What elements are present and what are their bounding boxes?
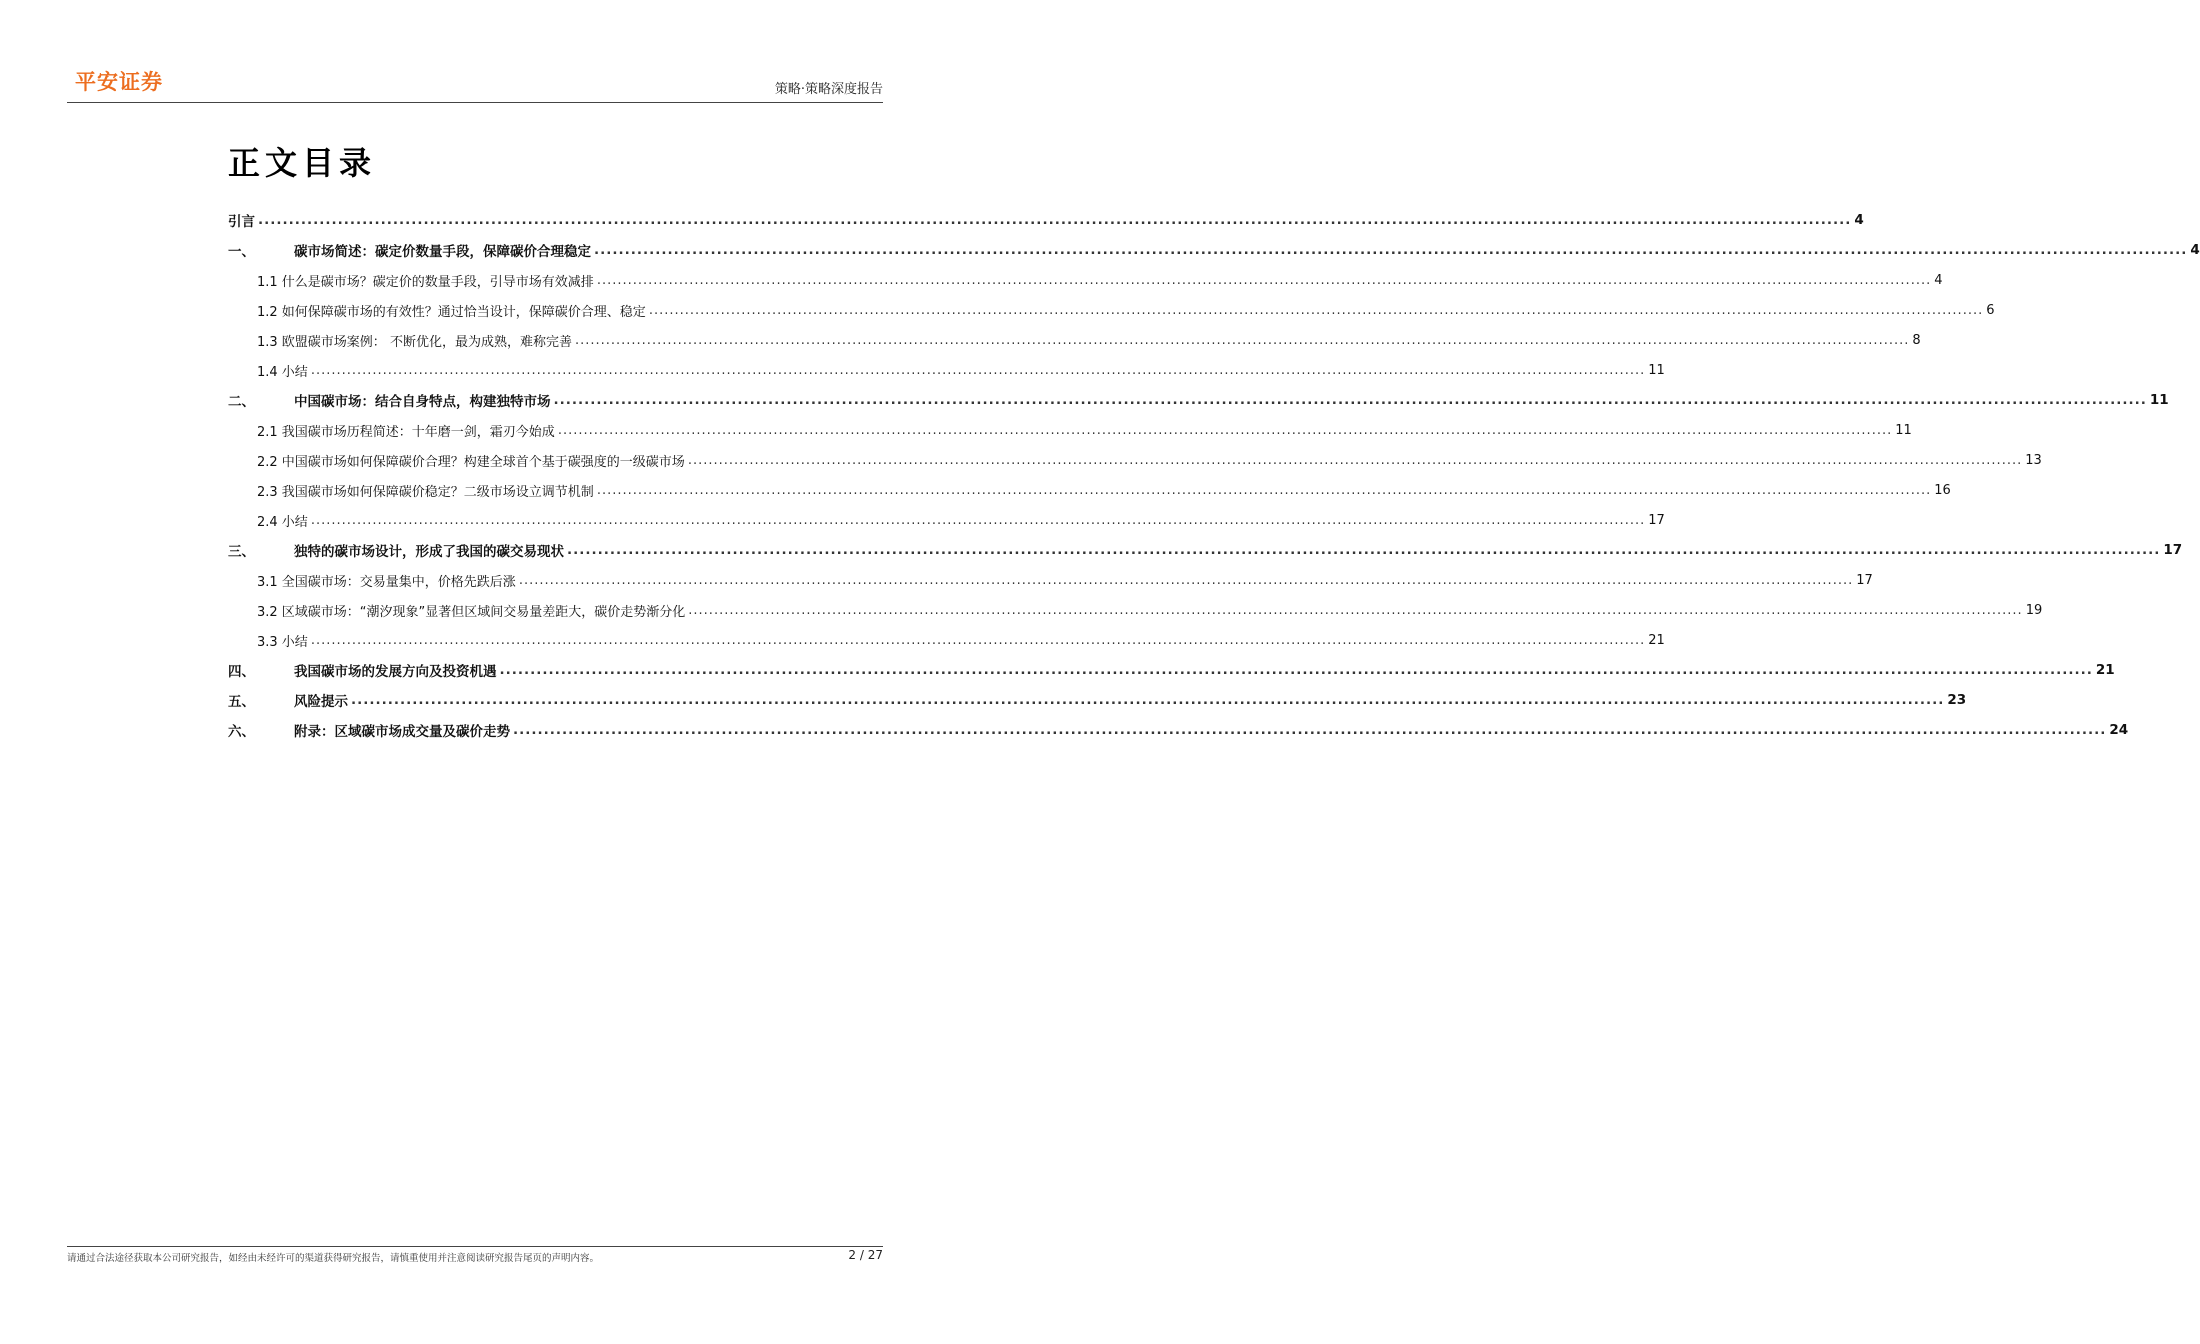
toc-entry[interactable] bbox=[228, 505, 1665, 535]
toc-dot-leader: .................................................................................................................................................................................................................................................................... bbox=[351, 692, 1945, 708]
toc-entry-page: 17 bbox=[1856, 572, 1873, 588]
toc-entry-title: 1.1 什么是碳市场？碳定价的数量手段，引导市场有效减排 bbox=[257, 274, 594, 290]
toc-entry-title: 1.3 欧盟碳市场案例： 不断优化，最为成熟，难称完善 bbox=[257, 334, 572, 350]
toc-entry[interactable] bbox=[228, 625, 1665, 655]
toc-entry-page: 21 bbox=[2095, 662, 2115, 678]
toc-entry-title: 引言 bbox=[228, 214, 255, 230]
toc-entry-title: 独特的碳市场设计，形成了我国的碳交易现状 bbox=[294, 544, 564, 560]
toc-entry-number: 六、 bbox=[228, 724, 255, 740]
toc-entry-page: 4 bbox=[2190, 242, 2200, 258]
toc-entry[interactable] bbox=[228, 205, 1864, 235]
toc-entry-number: 五、 bbox=[228, 694, 255, 710]
toc-dot-leader: .................................................................................................................................................................................................................................................................... bbox=[688, 602, 2023, 618]
toc-dot-leader: .................................................................................................................................................................................................................................................................... bbox=[513, 722, 2107, 738]
toc-entry[interactable] bbox=[228, 715, 2129, 745]
toc-entry[interactable] bbox=[228, 355, 1665, 385]
toc-entry-page: 4 bbox=[1854, 212, 1864, 228]
toc-dot-leader: .................................................................................................................................................................................................................................................................... bbox=[557, 422, 1893, 438]
toc-entry-title: 我国碳市场的发展方向及投资机遇 bbox=[294, 664, 497, 680]
toc-entry-title: 1.2 如何保障碳市场的有效性？通过恰当设计，保障碳价合理、稳定 bbox=[257, 304, 646, 320]
toc-dot-leader: .................................................................................................................................................................................................................................................................... bbox=[567, 542, 2161, 558]
toc-entry-page: 11 bbox=[2149, 392, 2169, 408]
toc-entry[interactable] bbox=[228, 655, 2115, 685]
toc-entry-title: 1.4 小结 bbox=[257, 364, 308, 380]
toc-entry-title: 2.2 中国碳市场如何保障碳价合理？构建全球首个基于碳强度的一级碳市场 bbox=[257, 454, 685, 470]
toc-dot-leader: .................................................................................................................................................................................................................................................................... bbox=[596, 482, 1932, 498]
toc-entry[interactable] bbox=[228, 475, 1951, 505]
toc-title: 正文目录 bbox=[228, 144, 377, 182]
toc-entry[interactable] bbox=[228, 295, 1995, 325]
toc-entry-page: 4 bbox=[1934, 272, 1943, 288]
toc-dot-leader: .................................................................................................................................................................................................................................................................... bbox=[553, 392, 2147, 408]
toc-dot-leader: .................................................................................................................................................................................................................................................................... bbox=[310, 632, 1646, 648]
footer-disclaimer: 请通过合法途径获取本公司研究报告，如经由未经许可的渠道获得研究报告，请慎重使用并注意阅读研究报告尾页的声明内容。 bbox=[67, 1253, 600, 1264]
toc-entry[interactable] bbox=[228, 385, 2169, 415]
toc-dot-leader: .................................................................................................................................................................................................................................................................... bbox=[687, 452, 2023, 468]
toc-entry-title: 风险提示 bbox=[294, 694, 348, 710]
toc-dot-leader: .................................................................................................................................................................................................................................................................... bbox=[310, 362, 1646, 378]
toc-entry-title: 3.2 区域碳市场：“潮汐现象”显著但区域间交易量差距大，碳价走势渐分化 bbox=[257, 604, 686, 620]
toc-entry-page: 6 bbox=[1986, 302, 1995, 318]
toc-entry-page: 19 bbox=[2025, 602, 2043, 618]
toc-dot-leader: .................................................................................................................................................................................................................................................................... bbox=[258, 212, 1852, 228]
toc-entry-number: 二、 bbox=[228, 394, 255, 410]
toc-entry[interactable] bbox=[228, 235, 2200, 265]
toc-entry-title: 3.1 全国碳市场：交易量集中，价格先跌后涨 bbox=[257, 574, 516, 590]
page-number: 2 / 27 bbox=[848, 1248, 883, 1262]
toc-dot-leader: .................................................................................................................................................................................................................................................................... bbox=[499, 662, 2093, 678]
header-divider bbox=[67, 102, 883, 103]
toc-dot-leader: .................................................................................................................................................................................................................................................................... bbox=[574, 332, 1910, 348]
toc-entry[interactable] bbox=[228, 265, 1943, 295]
company-logo: 平安证券 bbox=[75, 70, 163, 94]
footer-divider bbox=[67, 1246, 883, 1247]
toc-entry-title: 中国碳市场：结合自身特点，构建独特市场 bbox=[294, 394, 551, 410]
toc-entry-title: 2.4 小结 bbox=[257, 514, 308, 530]
toc-entry-page: 16 bbox=[1934, 482, 1951, 498]
toc-entry[interactable] bbox=[228, 535, 2183, 565]
toc-entry-number: 三、 bbox=[228, 544, 255, 560]
toc-entry-page: 11 bbox=[1648, 362, 1665, 378]
toc-dot-leader: .................................................................................................................................................................................................................................................................... bbox=[310, 512, 1646, 528]
toc-entry-title: 碳市场简述：碳定价数量手段，保障碳价合理稳定 bbox=[294, 244, 591, 260]
toc-entry-page: 17 bbox=[1648, 512, 1665, 528]
report-type-label: 策略·策略深度报告 bbox=[774, 82, 883, 97]
toc-entry[interactable] bbox=[228, 325, 1921, 355]
toc-entry[interactable] bbox=[228, 445, 2042, 475]
toc-entry-page: 8 bbox=[1912, 332, 1921, 348]
toc-dot-leader: .................................................................................................................................................................................................................................................................... bbox=[594, 242, 2188, 258]
toc-entry-title: 2.3 我国碳市场如何保障碳价稳定？二级市场设立调节机制 bbox=[257, 484, 594, 500]
toc-entry-number: 一、 bbox=[228, 244, 255, 260]
toc-entry-page: 24 bbox=[2109, 722, 2129, 738]
toc-entry[interactable] bbox=[228, 595, 2043, 625]
toc-dot-leader: .................................................................................................................................................................................................................................................................... bbox=[648, 302, 1984, 318]
toc-entry[interactable] bbox=[228, 415, 1912, 445]
toc-entry-page: 23 bbox=[1947, 692, 1967, 708]
toc-entry-number: 四、 bbox=[228, 664, 255, 680]
toc-entry-title: 3.3 小结 bbox=[257, 634, 308, 650]
toc-entry[interactable] bbox=[228, 685, 1967, 715]
toc-entry-title: 2.1 我国碳市场历程简述：十年磨一剑，霜刃今始成 bbox=[257, 424, 555, 440]
toc-entry[interactable] bbox=[228, 565, 1873, 595]
toc-dot-leader: .................................................................................................................................................................................................................................................................... bbox=[596, 272, 1932, 288]
toc-entry-page: 11 bbox=[1895, 422, 1912, 438]
toc-entry-page: 13 bbox=[2025, 452, 2042, 468]
table-of-contents bbox=[228, 205, 2200, 745]
toc-entry-page: 21 bbox=[1648, 632, 1665, 648]
toc-entry-page: 17 bbox=[2163, 542, 2183, 558]
toc-entry-title: 附录：区域碳市场成交量及碳价走势 bbox=[294, 724, 510, 740]
toc-dot-leader: .................................................................................................................................................................................................................................................................... bbox=[518, 572, 1854, 588]
